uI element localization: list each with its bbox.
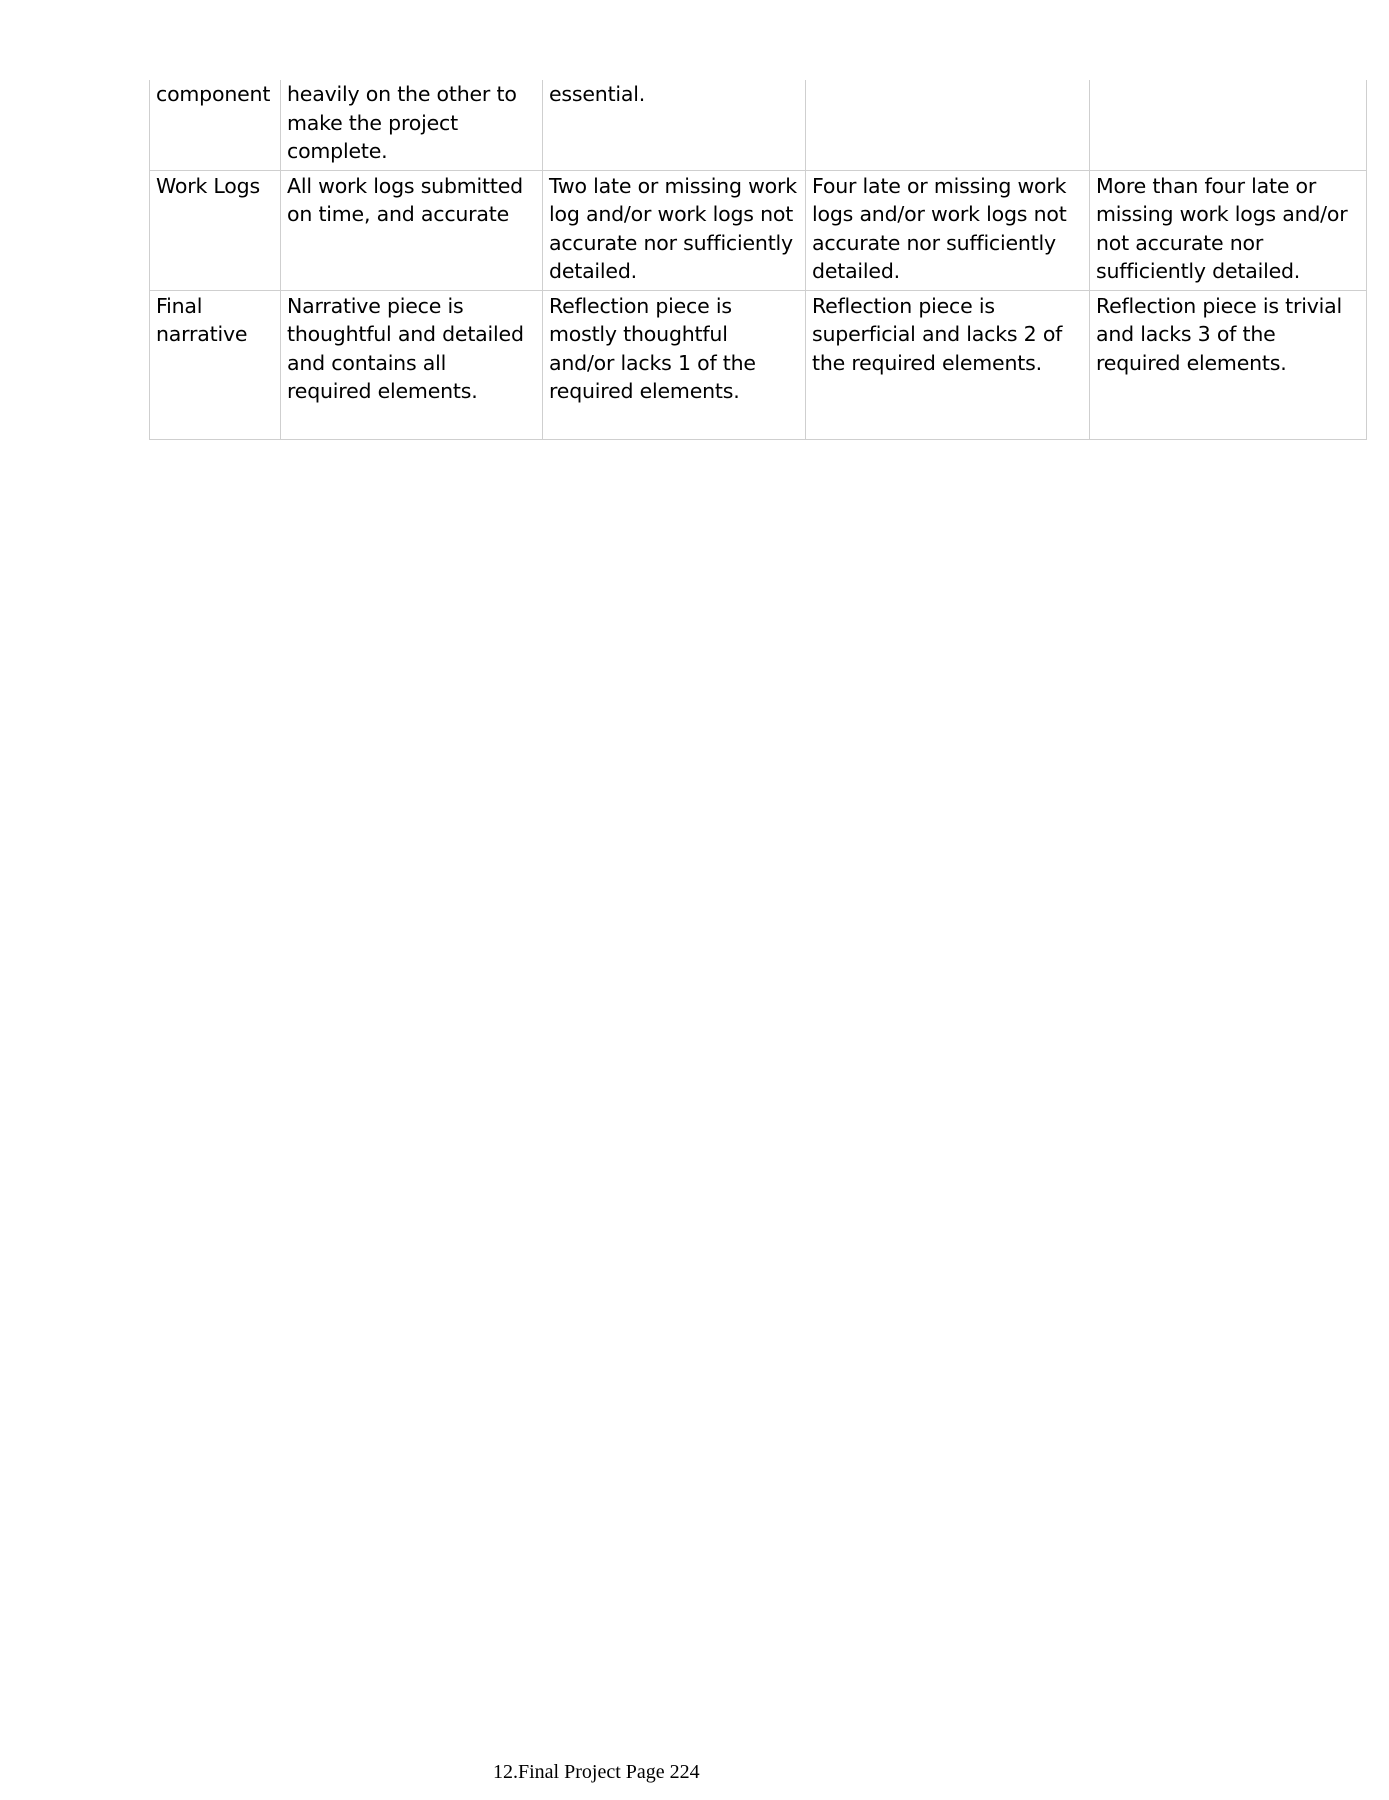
level-3-cell: essential.: [543, 80, 806, 170]
level-1-cell: Reflection piece is trivial and lacks 3 of the required elements.: [1090, 290, 1367, 439]
level-3-cell: Reflection piece is mostly thoughtful and/or lacks 1 of the required elements.: [543, 290, 806, 439]
level-4-cell: heavily on the other to make the project complete.: [281, 80, 543, 170]
level-4-cell: Narrative piece is thoughtful and detailed and contains all required elements.: [281, 290, 543, 439]
criterion-cell: component: [150, 80, 281, 170]
table-row-work-logs: [150, 170, 1367, 290]
level-2-cell: Four late or missing work logs and/or work logs not accurate nor sufficiently detailed.: [806, 170, 1090, 290]
criterion-cell: Final narrative: [150, 290, 281, 439]
table-row-component-continued: [150, 80, 1367, 170]
level-4-cell: All work logs submitted on time, and accurate: [281, 170, 543, 290]
level-3-cell: Two late or missing work log and/or work logs not accurate nor sufficiently detailed.: [543, 170, 806, 290]
level-2-cell: Reflection piece is superficial and lacks 2 of the required elements.: [806, 290, 1090, 439]
criterion-cell: Work Logs: [150, 170, 281, 290]
page-footer: 12.Final Project Page 224: [493, 1761, 700, 1783]
rubric-table: [149, 80, 1367, 440]
level-1-cell: [1090, 80, 1367, 170]
level-1-cell: More than four late or missing work logs and/or not accurate nor sufficiently detailed.: [1090, 170, 1367, 290]
level-2-cell: [806, 80, 1090, 170]
table-row-final-narrative: [150, 290, 1367, 439]
